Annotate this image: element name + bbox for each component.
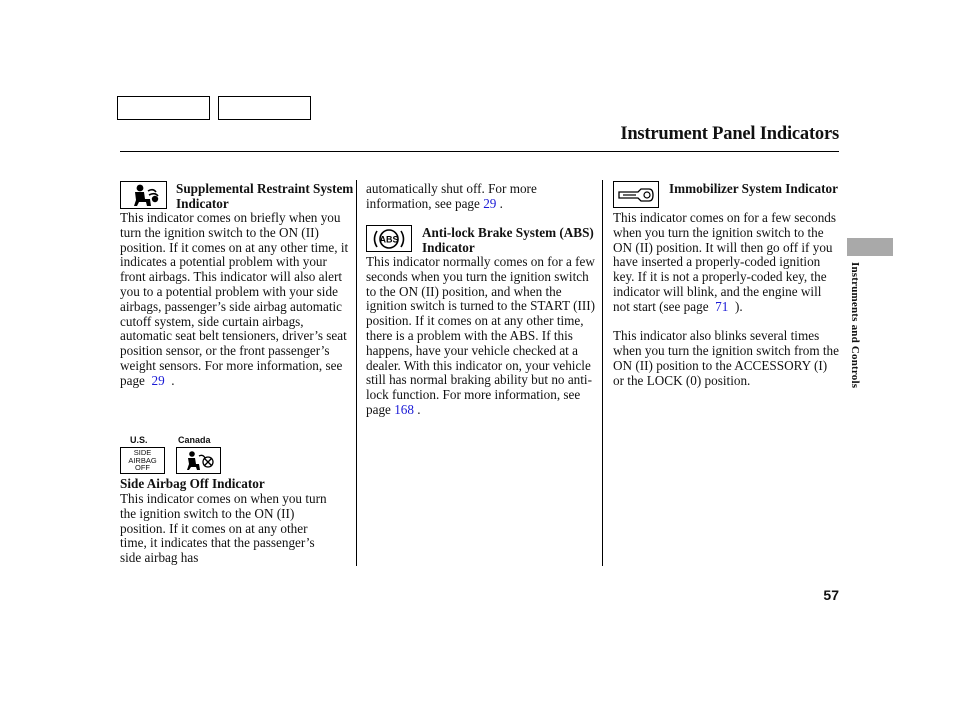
side-airbag-off-icon-text: SIDE AIRBAG OFF xyxy=(128,448,157,473)
side-airbag-heading: Side Airbag Off Indicator xyxy=(120,476,265,491)
srs-body-text: This indicator comes on briefly when you turn the ignition switch to the ON (II) position. If it comes on at any other time, it indicates a potential problem with your front airbags. This indicator will also alert you to a potential problem with your side airbags, passenger’s side airbag automatic cutoff system, side curtain airbags, automatic seat belt tensioners, driver’s seat position sensor, or the front passenger’s weight sensors. For more information, see page xyxy=(120,210,349,388)
abs-heading: Anti-lock Brake System (ABS) Indicator xyxy=(422,225,594,255)
airbag-continued-text: automatically shut off. For more information, see page xyxy=(366,181,537,211)
side-airbag-off-canada-icon xyxy=(176,447,221,474)
section-side-label: Instruments and Controls xyxy=(849,262,861,389)
srs-heading: Supplemental Restraint System Indicator xyxy=(176,181,354,211)
srs-indicator-icon xyxy=(120,181,167,209)
immobilizer-body-end: ). xyxy=(734,298,743,314)
immobilizer-body-2: This indicator also blinks several times when you turn the ignition switch from the ON (II) position to the ACCESSORY (I) or the LOCK (0) position. xyxy=(613,328,839,388)
srs-body: This indicator comes on briefly when you turn the ignition switch to the ON (II) position. If it comes on at any other time, it indicates a potential problem with your front airbags. This indicator will also alert you to a potential problem with your side airbags, passenger’s side airbag automatic cutoff system, side curtain airbags, automatic seat belt tensioners, driver’s seat position sensor, or the front passenger’s weight sensors. For more information, see page 29 . xyxy=(120,210,349,388)
title-divider xyxy=(120,151,839,152)
nav-box-previous[interactable] xyxy=(117,96,210,120)
column-divider-2 xyxy=(602,180,603,566)
us-label: U.S. xyxy=(130,435,148,445)
canada-label: Canada xyxy=(178,435,211,445)
immobilizer-body-text: This indicator comes on for a few seconds when you turn the ignition switch to the ON (II) position. It will then go off if you have inserted a properly-coded ignition key. If it is not a properly-coded key, the indicator will blink, and the engine will not start (see page xyxy=(613,210,837,314)
side-airbag-body: This indicator comes on when you turn the ignition switch to the ON (II) position. If it comes on at any other time, it indicates that the passenger’s side airbag has xyxy=(120,491,327,566)
srs-page-link[interactable]: 29 xyxy=(151,372,165,388)
immobilizer-body xyxy=(613,211,839,389)
abs-body: This indicator normally comes on for a few seconds when you turn the ignition switch to the ON (II) position, and when the ignition switch is turned to the START (III) position. If it comes on at any other time, there is a problem with the ABS. If this happens, have your vehicle checked at a dealer. With this indicator on, your vehicle still has normal braking ability but no anti-lock function. For more information, see page 168 . xyxy=(366,254,596,417)
immobilizer-indicator-icon xyxy=(613,181,659,208)
abs-page-link[interactable]: 168 xyxy=(394,401,414,417)
abs-body-text: This indicator normally comes on for a few seconds when you turn the ignition switch to the ON (II) position, and when the ignition switch is turned to the START (III) position. If it comes on at any other time, there is a problem with the ABS. If this happens, have your vehicle checked at a dealer. With this indicator on, your vehicle still has normal braking ability but no anti-lock function. For more information, see page xyxy=(366,254,596,417)
page-title: Instrument Panel Indicators xyxy=(620,124,839,144)
page-number: 57 xyxy=(823,587,839,603)
nav-box-next[interactable] xyxy=(218,96,311,120)
side-airbag-off-us-icon xyxy=(120,447,165,474)
section-side-tab[interactable] xyxy=(847,238,893,256)
abs-indicator-icon xyxy=(366,225,412,252)
column-divider-1 xyxy=(356,180,357,566)
immobilizer-heading: Immobilizer System Indicator xyxy=(669,181,838,196)
airbag-continued-body: automatically shut off. For more information, see page 29 . xyxy=(366,181,537,211)
airbag-continued-page-link[interactable]: 29 xyxy=(483,195,497,211)
abs-icon-text: ABS xyxy=(379,234,399,244)
immobilizer-page-link[interactable]: 71 xyxy=(715,298,729,314)
